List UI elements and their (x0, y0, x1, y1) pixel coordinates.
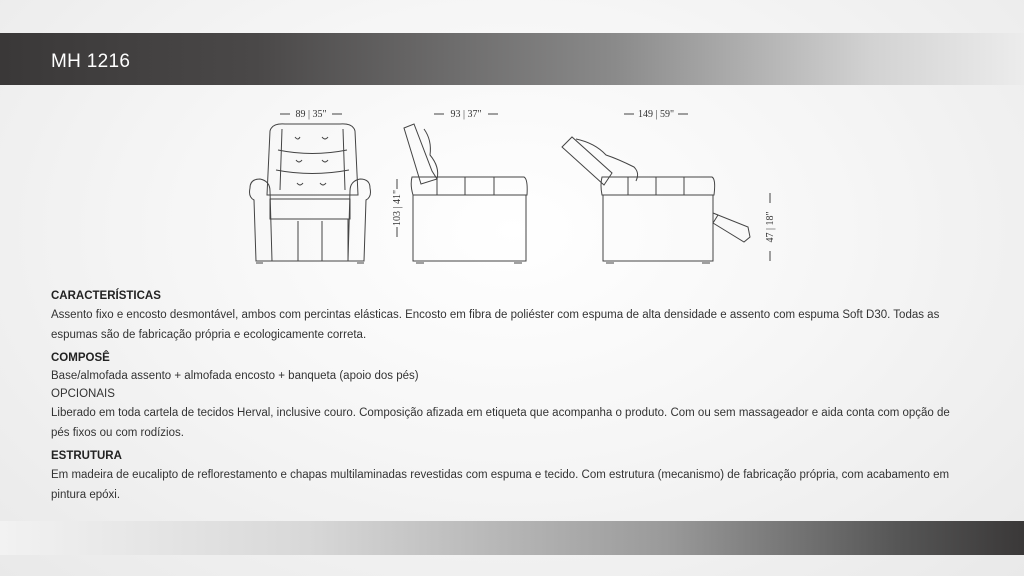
caracteristicas-heading: CARACTERÍSTICAS (51, 290, 161, 302)
compose-heading: COMPOSÊ (51, 352, 110, 364)
front-view-drawing (250, 124, 371, 263)
caracteristicas-text: Assento fixo e encosto desmontável, ambos com percintas elásticas. Encosto em fibra de poliéster com espuma de alta densidade e assento com espuma Soft D30. Todas as espumas são de fabricação própria e ecologicamente correta. (51, 309, 940, 341)
product-description (51, 287, 951, 505)
estrutura-text: Em madeira de eucalipto de reflorestamento e chapas multilaminadas revestidas com espuma e tecido. Com estrutura (mecanismo) de fabricação própria, com acabamento em pintura epóxi. (51, 469, 950, 501)
footer-bar (0, 521, 1024, 555)
opcionais-text: Liberado em toda cartela de tecidos Herval, inclusive couro. Composição afizada em etiqueta que acompanha o produto. Com ou sem massageador e aida conta com opção de pés fixos ou com rodízios. (51, 407, 950, 439)
opcionais-heading: OPCIONAIS (51, 388, 115, 400)
compose-text: Base/almofada assento + almofada encosto + banqueta (apoio dos pés) (51, 370, 419, 382)
width-dimension: 89 | 35" (295, 109, 327, 120)
reclined-depth-dimension: 149 | 59" (637, 109, 675, 120)
height-dimension: 103 | 41" (392, 189, 403, 227)
estrutura-heading: ESTRUTURA (51, 450, 122, 462)
depth-dimension: 93 | 37" (450, 109, 482, 120)
header-bar (0, 33, 1024, 85)
reclined-view-drawing (562, 137, 750, 263)
product-drawings (0, 95, 1024, 275)
page-title: MH 1216 (51, 51, 131, 72)
side-view-drawing (404, 124, 527, 263)
seat-height-dimension: 47 | 18" (765, 211, 776, 243)
